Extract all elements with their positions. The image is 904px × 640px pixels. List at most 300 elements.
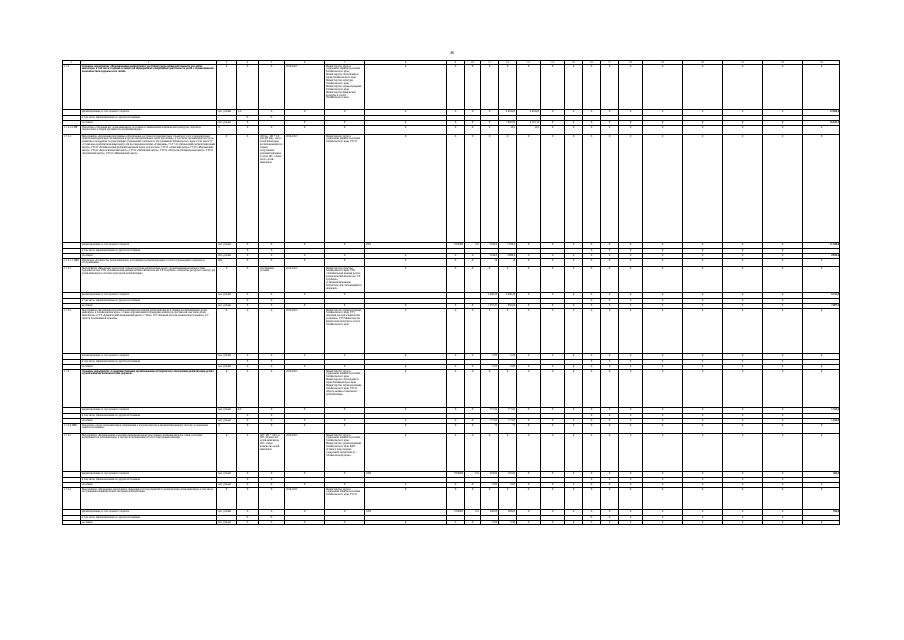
cell-col4: X xyxy=(236,249,258,253)
cell-col5: X xyxy=(258,259,284,266)
cell-col5: X xyxy=(258,110,284,115)
cell-y2019: 9 904,00 xyxy=(498,110,516,115)
cell-c19: X xyxy=(642,483,682,487)
cell-kbk-gr: 7050000 xyxy=(446,472,464,477)
cell-c22: X xyxy=(762,478,802,482)
cell-y2025: X xyxy=(618,488,642,509)
cell-col4: 0,0 xyxy=(236,110,258,115)
cell-c20: X xyxy=(682,365,722,369)
cell-formula: X xyxy=(284,293,324,298)
cell-c21: X xyxy=(722,370,762,407)
cell-y2024: X xyxy=(600,249,618,253)
cell-col5: X xyxy=(258,126,284,134)
cell-c20: X xyxy=(682,65,722,109)
cell-c22: X xyxy=(762,309,802,353)
cell-y2024: X xyxy=(600,434,618,471)
cell-y2023: X xyxy=(582,126,600,134)
cell-kbk-cs: X xyxy=(464,424,480,433)
cell-col4: X xyxy=(236,65,258,109)
cell-y2020: X xyxy=(516,370,540,407)
cell-y2025: X xyxy=(618,370,642,407)
cell-c22: X xyxy=(762,521,802,524)
cell-kbk-gr: X xyxy=(446,424,464,433)
cell-y2023: X xyxy=(582,360,600,364)
cell-y2022: X xyxy=(564,293,582,298)
cell-formula: X xyxy=(284,419,324,423)
cell-col5: X xyxy=(258,488,284,509)
cell-kbk-vr: X xyxy=(480,110,498,115)
cell-total: 11 838,0 xyxy=(802,243,840,248)
cell-col5: X xyxy=(258,408,284,413)
cell-y2025: X xyxy=(618,65,642,109)
cell-y2022: X xyxy=(564,434,582,471)
cell-total: 8 833,6 xyxy=(802,254,840,258)
cell-period: Министерство труда и социальной защиты населения Забайкальского края, ГУСО xyxy=(324,488,364,509)
cell-unit: тыс. рублей xyxy=(216,365,236,369)
cell-kbk-vr: X xyxy=(480,434,498,471)
table-row xyxy=(62,266,840,292)
cell-c21: X xyxy=(722,65,762,109)
cell-col5: X xyxy=(258,309,284,353)
cell-kbk-vr: 777,00 xyxy=(480,419,498,423)
cell-unit: тыс. рублей xyxy=(216,483,236,487)
cell-y2022: X xyxy=(564,424,582,433)
cell-name: финансирование за счет краевого бюджета xyxy=(80,408,216,413)
cell-total: X xyxy=(802,126,840,134)
cell-y2025: X xyxy=(618,516,642,520)
cell-y2023: X xyxy=(582,267,600,292)
cell-y2022: X xyxy=(564,370,582,407)
cell-y2024: X xyxy=(600,135,618,242)
cell-executor: X xyxy=(364,424,446,433)
table-row xyxy=(62,125,840,134)
table-row xyxy=(62,134,840,242)
cell-y2019: 298,00 xyxy=(498,510,516,515)
cell-y2019: X xyxy=(498,370,516,407)
cell-total: X xyxy=(802,354,840,359)
cell-c19: X xyxy=(642,243,682,248)
cell-formula: 2019-2025 xyxy=(284,370,324,407)
cell-y2019: X xyxy=(498,65,516,109)
cell-y2021: X xyxy=(540,424,564,433)
cell-y2021: X xyxy=(540,267,564,292)
cell-y2023: X xyxy=(582,259,600,266)
cell-unit: тыс. рублей xyxy=(216,110,236,115)
cell-c22: X xyxy=(762,354,802,359)
cell-col4: X xyxy=(236,259,258,266)
cell-kbk-cs: X xyxy=(464,259,480,266)
cell-y2025: X xyxy=(618,360,642,364)
cell-c19: X xyxy=(642,309,682,353)
cell-number: 1.7.2.1 xyxy=(62,135,80,242)
cell-col5: ДП тыс. ДП * 1/8 для ДП лиц - число детей инвалидов, воспитывающихся в семьях, получающих реабилитационные услуги, ДП - общее число детей-инвалидов xyxy=(258,135,284,242)
cell-kbk-gr: X xyxy=(446,483,464,487)
cell-executor: X xyxy=(364,365,446,369)
cell-kbk-cs: X xyxy=(464,110,480,115)
cell-y2020: X xyxy=(516,419,540,423)
cell-y2019: 0,00 xyxy=(498,521,516,524)
cell-name: в том числе, финансирование по другим источникам xyxy=(80,299,216,303)
cell-kbk-gr: X xyxy=(446,110,464,115)
cell-y2024: X xyxy=(600,65,618,109)
cell-unit: % xyxy=(216,424,236,433)
cell-y2019: 18 xyxy=(498,259,516,266)
cell-col5: X xyxy=(258,360,284,364)
cell-c19: X xyxy=(642,360,682,364)
cell-c22: X xyxy=(762,267,802,292)
cell-formula: 2019-2025 xyxy=(284,65,324,109)
cell-formula: X xyxy=(284,510,324,515)
cell-formula: X xyxy=(284,354,324,359)
cell-y2019: 4 006,26 xyxy=(498,293,516,298)
cell-kbk-vr: X xyxy=(480,126,498,134)
cell-c20: X xyxy=(682,249,722,253)
cell-executor: X xyxy=(364,267,446,292)
cell-y2022: X xyxy=(564,135,582,242)
cell-y2024: X xyxy=(600,267,618,292)
cell-y2020: X xyxy=(516,135,540,242)
cell-c21: X xyxy=(722,309,762,353)
cell-y2022: X xyxy=(564,483,582,487)
cell-executor: X xyxy=(364,259,446,266)
cell-kbk-gr: X xyxy=(446,370,464,407)
cell-c20: X xyxy=(682,267,722,292)
cell-c20: X xyxy=(682,126,722,134)
cell-total: 596,0 xyxy=(802,510,840,515)
cell-kbk-gr: X xyxy=(446,521,464,524)
cell-c20: X xyxy=(682,521,722,524)
cell-kbk-vr: 16 xyxy=(480,259,498,266)
cell-period: Министерство здравоохранения Забайкальского края, ГУЗ «Краевая детская клиническая больница», ГУЗ Министерство физической культуры и спорта Забайкальского края xyxy=(324,309,364,353)
cell-c21: X xyxy=(722,360,762,364)
cell-c20: X xyxy=(682,510,722,515)
cell-unit: тыс. рублей xyxy=(216,293,236,298)
cell-name: в том числе, финансирование по другим источникам xyxy=(80,516,216,520)
cell-period: X xyxy=(324,408,364,413)
cell-y2025: X xyxy=(618,243,642,248)
cell-kbk-cs: X xyxy=(464,483,480,487)
cell-col4: X xyxy=(236,116,258,120)
cell-kbk-vr: X xyxy=(480,488,498,509)
cell-period: Министерство труда и социальной защиты населения Забайкальского края, ГУСО xyxy=(324,135,364,242)
cell-y2025: X xyxy=(618,354,642,359)
cell-period: X xyxy=(324,259,364,266)
cell-kbk-vr: X xyxy=(480,370,498,407)
cell-kbk-cs: X xyxy=(464,408,480,413)
cell-y2019: X xyxy=(498,135,516,242)
cell-y2024: X xyxy=(600,510,618,515)
cell-y2020: X xyxy=(516,488,540,509)
cell-y2019: 181,00 xyxy=(498,472,516,477)
cell-c19: X xyxy=(642,419,682,423)
cell-y2023: X xyxy=(582,408,600,413)
cell-kbk-cs: 611 xyxy=(464,472,480,477)
cell-period: X xyxy=(324,472,364,477)
cell-c22: X xyxy=(762,424,802,433)
cell-c22: X xyxy=(762,135,802,242)
cell-y2019: X xyxy=(498,434,516,471)
cell-c22: X xyxy=(762,121,802,125)
table-row xyxy=(62,520,840,525)
cell-col4: X xyxy=(236,424,258,433)
cell-c20: X xyxy=(682,309,722,353)
cell-y2025: X xyxy=(618,419,642,423)
cell-y2020: X xyxy=(516,254,540,258)
cell-y2025: X xyxy=(618,483,642,487)
cell-col4: X xyxy=(236,354,258,359)
cell-c22: X xyxy=(762,259,802,266)
cell-y2019: 650,00 xyxy=(498,304,516,308)
cell-total: 8 012,6 xyxy=(802,293,840,298)
cell-kbk-gr: X xyxy=(446,259,464,266)
cell-c20: X xyxy=(682,259,722,266)
cell-c22: X xyxy=(762,488,802,509)
cell-y2023: X xyxy=(582,121,600,125)
cell-executor: X xyxy=(364,354,446,359)
cell-unit: тыс. рублей xyxy=(216,521,236,524)
cell-y2025: X xyxy=(618,259,642,266)
cell-c21: X xyxy=(722,424,762,433)
header-col-1: 1 xyxy=(62,61,80,64)
cell-y2021: X xyxy=(540,472,564,477)
cell-c22: X xyxy=(762,360,802,364)
cell-y2025: X xyxy=(618,135,642,242)
cell-y2021: X xyxy=(540,370,564,407)
cell-c22: X xyxy=(762,254,802,258)
cell-c22: X xyxy=(762,483,802,487)
cell-col5: X xyxy=(258,304,284,308)
cell-formula: X xyxy=(284,121,324,125)
cell-y2019: X xyxy=(498,309,516,353)
cell-number xyxy=(62,521,80,524)
cell-kbk-vr: X xyxy=(480,65,498,109)
cell-y2020: X xyxy=(516,309,540,353)
cell-name: Мероприятие «Реализация программы комплексной помощи детям-инвалидам и семьям, воспитывающим детей-инвалидов, в Забайкальском крае», а также «Организация и проведение конкурсов, фестивалей, выставок детей-инвалидов» в ГУЗ «Клинический медицинский центр» г. Читы, ГУЗ «Краевая детская клиническая больница», ГУ «Центр паллиативной помощи» xyxy=(80,309,216,353)
cell-y2024: X xyxy=(600,354,618,359)
cell-name: финансирование за счет краевого бюджета xyxy=(80,354,216,359)
cell-col4: 0,0 xyxy=(236,408,258,413)
cell-name: Показатель «Удельный вес детей-инвалидов, постоянно и занимающихся физической культурой, спортом и творчеством, в общей численности детей-инвалидов» xyxy=(80,126,216,134)
header-col-17: 17 xyxy=(600,61,618,64)
cell-y2025: X xyxy=(618,408,642,413)
cell-y2019: 0,00 xyxy=(498,483,516,487)
cell-formula: X xyxy=(284,254,324,258)
cell-formula: X xyxy=(284,472,324,477)
cell-y2025: X xyxy=(618,299,642,303)
cell-formula: 2019-2025 xyxy=(284,309,324,353)
cell-total: X xyxy=(802,424,840,433)
cell-unit: X xyxy=(216,309,236,353)
cell-y2025: X xyxy=(618,365,642,369)
cell-y2021: X xyxy=(540,521,564,524)
cell-executor: X xyxy=(364,488,446,509)
cell-y2021: X xyxy=(540,293,564,298)
cell-y2024: X xyxy=(600,121,618,125)
program-table xyxy=(62,60,840,608)
cell-col5: X xyxy=(258,472,284,477)
cell-y2021: X xyxy=(540,510,564,515)
cell-c21: X xyxy=(722,408,762,413)
cell-y2025: X xyxy=(618,309,642,353)
cell-col4: X xyxy=(236,135,258,242)
page-number: 46 xyxy=(450,50,454,55)
cell-name: на общей xyxy=(80,521,216,524)
cell-formula: 2019-2025 xyxy=(284,135,324,242)
cell-y2023: X xyxy=(582,309,600,353)
header-col-12: 12 xyxy=(498,61,516,64)
cell-period: Министерство культуры Забайкальского края, ГУК «Забайкальская краевая детско-юношеская библиотека им. Г.Р. Граубина», «Специализированная библиотека для слабовидящих и незрячих» xyxy=(324,267,364,292)
header-col-21: 21 xyxy=(722,61,762,64)
cell-c20: X xyxy=(682,110,722,115)
cell-c19: X xyxy=(642,354,682,359)
cell-c19: X xyxy=(642,126,682,134)
cell-y2024: X xyxy=(600,414,618,418)
cell-number: 1.7.2.2 xyxy=(62,267,80,292)
cell-unit: тыс. рублей xyxy=(216,419,236,423)
header-col-15: 15 xyxy=(564,61,582,64)
header-col-22: 22 xyxy=(762,61,802,64)
cell-period: X xyxy=(324,419,364,423)
cell-y2021: X xyxy=(540,419,564,423)
cell-c20: X xyxy=(682,121,722,125)
cell-kbk-vr: 1 357,27 xyxy=(480,304,498,308)
cell-y2025: X xyxy=(618,267,642,292)
cell-c21: X xyxy=(722,510,762,515)
cell-formula: 2019-2025 xyxy=(284,488,324,509)
cell-name: финансирование за счет краевого бюджета xyxy=(80,510,216,515)
cell-y2019: 10,0 xyxy=(498,126,516,134)
cell-y2025: X xyxy=(618,521,642,524)
cell-y2023: X xyxy=(582,414,600,418)
cell-c20: X xyxy=(682,472,722,477)
cell-y2021: X xyxy=(540,126,564,134)
cell-y2024: X xyxy=(600,243,618,248)
cell-total: X xyxy=(802,267,840,292)
cell-y2024: X xyxy=(600,521,618,524)
cell-y2022: X xyxy=(564,259,582,266)
cell-y2020: X xyxy=(516,408,540,413)
cell-y2020: X xyxy=(516,424,540,433)
cell-c21: X xyxy=(722,135,762,242)
cell-total: X xyxy=(802,365,840,369)
cell-c22: X xyxy=(762,434,802,471)
cell-col5: обеспечение условий xyxy=(258,267,284,292)
cell-y2024: X xyxy=(600,299,618,303)
cell-c20: X xyxy=(682,488,722,509)
cell-c19: X xyxy=(642,365,682,369)
cell-executor: 0502 xyxy=(364,243,446,248)
cell-c19: X xyxy=(642,414,682,418)
cell-y2020: X xyxy=(516,521,540,524)
cell-col4: X xyxy=(236,267,258,292)
cell-formula: X xyxy=(284,243,324,248)
cell-c20: X xyxy=(682,299,722,303)
cell-name: в том числе, финансирование по другим источникам xyxy=(80,478,216,482)
cell-y2023: X xyxy=(582,521,600,524)
header-col-4: 4 xyxy=(236,61,258,64)
cell-col5: X xyxy=(258,65,284,109)
cell-total: 16 841,1 xyxy=(802,121,840,125)
cell-period: X xyxy=(324,121,364,125)
cell-c21: X xyxy=(722,478,762,482)
cell-name: Мероприятие «Реализация программы «Обеспечение доступности приоритетных объектов и услуг в приоритетных сферах жизнедеятельности инвалидов и других маломобильных групп населения», в том числе организация работы по развитию и поддержке государственных учреждений социального обслуживания Забайкальского края, в том числе ГУ «Социально-реабилитационный центр для несовершеннолетних «Гармония», ГСУ СО «Черновский реабилитационный центр», ГУСО «Забайкальский реабилитационный центр «Спасатель», ГУСО «Агинский центр», ГУСО «Нерчинский центр», ГУСО «Краснокаменский центр», ГУСО «Читинский центр», ГУСО «Петровск-Забайкальский центр», ГУСО «Борзинский центр», ГУСО «Шилкинский центр» xyxy=(80,135,216,242)
cell-name: в том числе, финансирование по другим источникам xyxy=(80,360,216,364)
cell-kbk-vr: X xyxy=(480,121,498,125)
cell-y2020: X xyxy=(516,259,540,266)
cell-name: в том числе, финансирование по другим источникам xyxy=(80,414,216,418)
cell-y2020: X xyxy=(516,293,540,298)
table-row xyxy=(62,423,840,433)
cell-col4: X xyxy=(236,304,258,308)
header-col-19: 19 xyxy=(642,61,682,64)
cell-period: X xyxy=(324,510,364,515)
cell-y2024: X xyxy=(600,365,618,369)
cell-name: в том числе, финансирование по другим источникам xyxy=(80,249,216,253)
cell-c19: X xyxy=(642,249,682,253)
cell-y2019: 777,00 xyxy=(498,408,516,413)
cell-y2023: X xyxy=(582,354,600,359)
cell-executor: X xyxy=(364,419,446,423)
cell-c22: X xyxy=(762,249,802,253)
cell-c20: X xyxy=(682,360,722,364)
cell-number: 1.7.2.3 xyxy=(62,309,80,353)
cell-name: на общей xyxy=(80,254,216,258)
cell-c20: X xyxy=(682,354,722,359)
cell-c21: X xyxy=(722,293,762,298)
cell-unit: X xyxy=(216,370,236,407)
cell-y2022: X xyxy=(564,126,582,134)
table-row xyxy=(62,433,840,471)
cell-executor: X xyxy=(364,135,446,242)
cell-executor: X xyxy=(364,408,446,413)
cell-name: Основное мероприятие «Совершенствование организационно-методического обеспечения реабилитации детей с ограниченными возможностями здоровья» xyxy=(80,370,216,407)
cell-y2022: X xyxy=(564,309,582,353)
cell-period: X xyxy=(324,483,364,487)
cell-y2020: X xyxy=(516,365,540,369)
cell-kbk-vr: 298,00 xyxy=(480,510,498,515)
cell-period: X xyxy=(324,293,364,298)
cell-y2023: X xyxy=(582,472,600,477)
cell-c22: X xyxy=(762,370,802,407)
cell-kbk-gr: 7050000 xyxy=(446,243,464,248)
cell-kbk-cs: X xyxy=(464,488,480,509)
cell-c19: X xyxy=(642,110,682,115)
cell-c21: X xyxy=(722,121,762,125)
cell-y2024: X xyxy=(600,360,618,364)
cell-col4: X xyxy=(236,434,258,471)
table-row xyxy=(62,64,840,109)
cell-col4: X xyxy=(236,121,258,125)
cell-y2023: X xyxy=(582,510,600,515)
cell-col4: X xyxy=(236,365,258,369)
cell-c19: X xyxy=(642,254,682,258)
cell-c20: X xyxy=(682,304,722,308)
cell-name: Мероприятие «Проведение мониторинга эффективности мероприятий по реабилитации детей-инвалидов, в том числе на основании индивидуальных программ реабилитации» xyxy=(80,488,216,509)
cell-y2025: X xyxy=(618,414,642,418)
cell-executor: X xyxy=(364,121,446,125)
cell-col5: X xyxy=(258,249,284,253)
cell-executor: X xyxy=(364,309,446,353)
cell-c22: X xyxy=(762,304,802,308)
cell-kbk-gr: X xyxy=(446,126,464,134)
cell-unit: X xyxy=(216,267,236,292)
cell-y2025: X xyxy=(618,472,642,477)
cell-total: 19 808,0 xyxy=(802,110,840,115)
cell-col4: X xyxy=(236,254,258,258)
cell-y2020: 9 904,00 xyxy=(516,110,540,115)
cell-y2020: 10,0 xyxy=(516,126,540,134)
cell-col4: X xyxy=(236,472,258,477)
